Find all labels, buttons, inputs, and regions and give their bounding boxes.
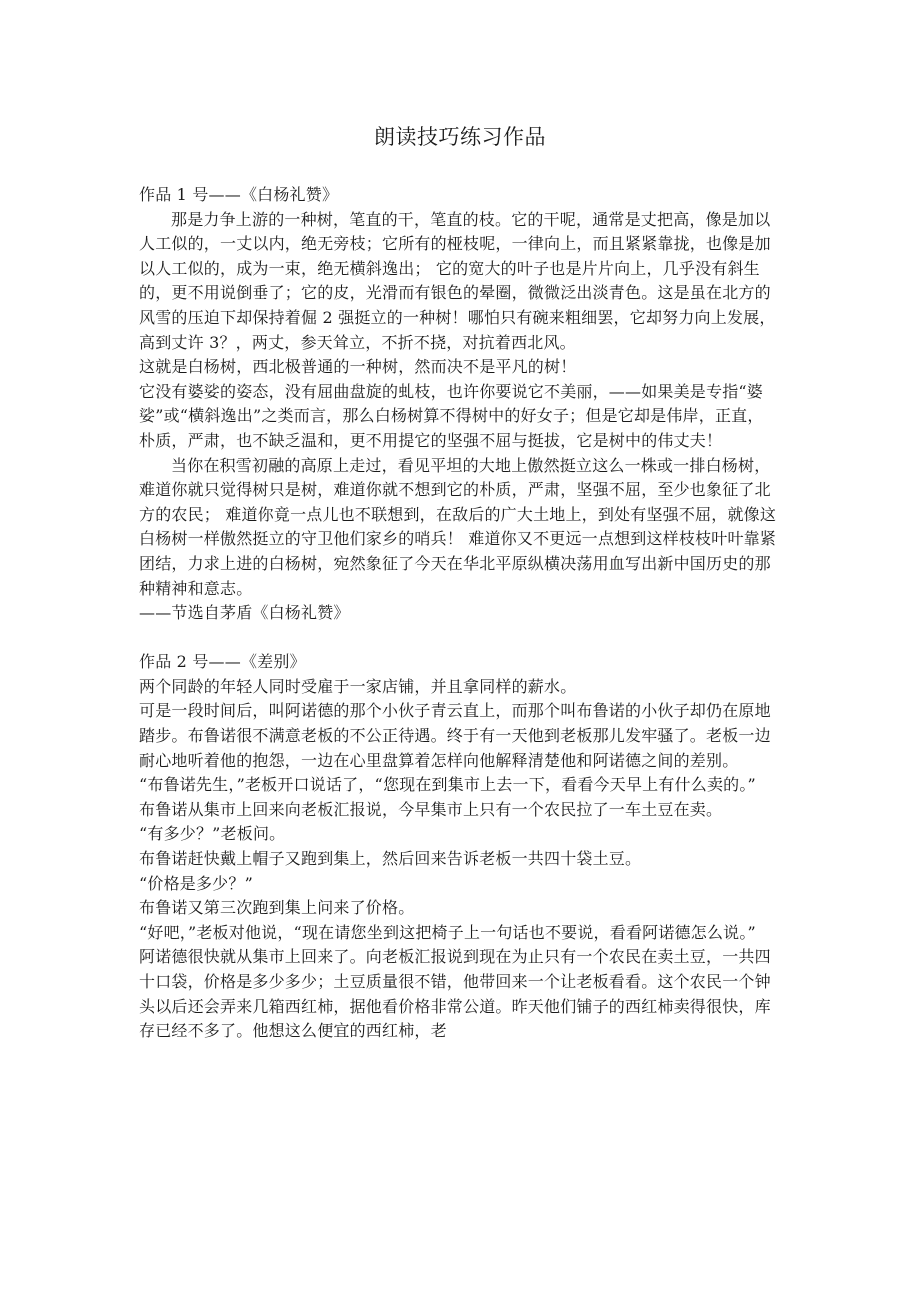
source-note: ——节选自茅盾《白杨礼赞》 [139,603,350,623]
paragraph: 布鲁诺又第三次跑到集上问来了价格。 [139,898,415,918]
section-heading: 作品 1 号——《白杨礼赞》 [139,185,339,204]
paragraph: 那是力争上游的一种树，笔直的干，笔直的枝。它的干呢，通常是丈把高，像是加以人工似的，一丈以内，绝无旁枝；它所有的桠枝呢，一律向上，而且紧紧靠拢，也像是加以人工似的，成为一束，绝无横斜逸出； 它的宽大的叶子也是片片向上，几乎没有斜生的，更不用说倒垂了；它的皮，光滑而有银色的晕圈，微微泛出淡青色。这是虽在北方的风雪的压迫下却保持着倔 2 强挺立的一种树！哪怕只有碗来粗细罢，它却努力向上发展，高到丈许 3？，两丈，参天耸立，不折不挠，对抗着西北风。 [139,209,776,352]
section-heading: 作品 2 号——《差别》 [139,652,306,672]
section-gap [139,626,779,651]
document-body [139,183,779,1044]
paragraph: 可是一段时间后，叫阿诺德的那个小伙子青云直上，而那个叫布鲁诺的小伙子却仍在原地踏步。布鲁诺很不满意老板的不公正待遇。终于有一天他到老板那儿发牢骚了。老板一边耐心地听着他的抱怨，一边在心里盘算着怎样向他解释清楚他和阿诺德之间的差别。 [139,701,771,770]
paragraph: “布鲁诺先生，”老板开口说话了，“您现在到集市上去一下，看看今天早上有什么卖的。” [139,775,756,795]
document-title: 朗读技巧练习作品 [374,125,546,149]
paragraph: 布鲁诺赶快戴上帽子又跑到集上，然后回来告诉老板一共四十袋土豆。 [139,849,642,869]
paragraph: 布鲁诺从集市上回来向老板汇报说，今早集市上只有一个农民拉了一车土豆在卖。 [139,799,723,819]
paragraph: “好吧，”老板对他说，“现在请您坐到这把椅子上一句话也不要说，看看阿诺德怎么说。” [139,922,756,942]
paragraph: 两个同龄的年轻人同时受雇于一家店铺，并且拿同样的薪水。 [139,676,577,696]
paragraph: 当你在积雪初融的高原上走过，看见平坦的大地上傲然挺立这么一株或一排白杨树，难道你就只觉得树只是树，难道你就不想到它的朴质，严肃，坚强不屈，至少也象征了北方的农民； 难道你竟一点儿也不联想到，在敌后的广大土地上，到处有坚强不屈，就像这白杨树一样傲然挺立的守卫他们家乡的哨兵！ 难道你又不更远一点想到这样枝枝叶叶靠紧团结，力求上进的白杨树，宛然象征了今天在华北平原纵横决荡用血写出新中国历史的那种精神和意志。 [139,455,777,598]
paragraph: “价格是多少？” [139,873,253,893]
paragraph: 这就是白杨树，西北极普通的一种树，然而决不是平凡的树！ [139,357,577,377]
paragraph: “有多少？”老板问。 [139,824,286,844]
paragraph: 它没有婆娑的姿态，没有屈曲盘旋的虬枝，也许你要说它不美丽，——如果美是专指“婆娑”或“横斜逸出”之类而言，那么白杨树算不得树中的好女子；但是它却是伟岸，正直，朴质，严肃，也不缺乏温和，更不用提它的坚强不屈与挺拔，它是树中的伟丈夫！ [139,381,764,450]
paragraph: 阿诺德很快就从集市上回来了。向老板汇报说到现在为止只有一个农民在卖土豆，一共四十口袋，价格是多少多少；土豆质量很不错，他带回来一个让老板看看。这个农民一个钟头以后还会弄来几箱西红柿，据他看价格非常公道。昨天他们铺子的西红柿卖得很快，库存已经不多了。他想这么便宜的西红柿，老 [139,947,771,1041]
